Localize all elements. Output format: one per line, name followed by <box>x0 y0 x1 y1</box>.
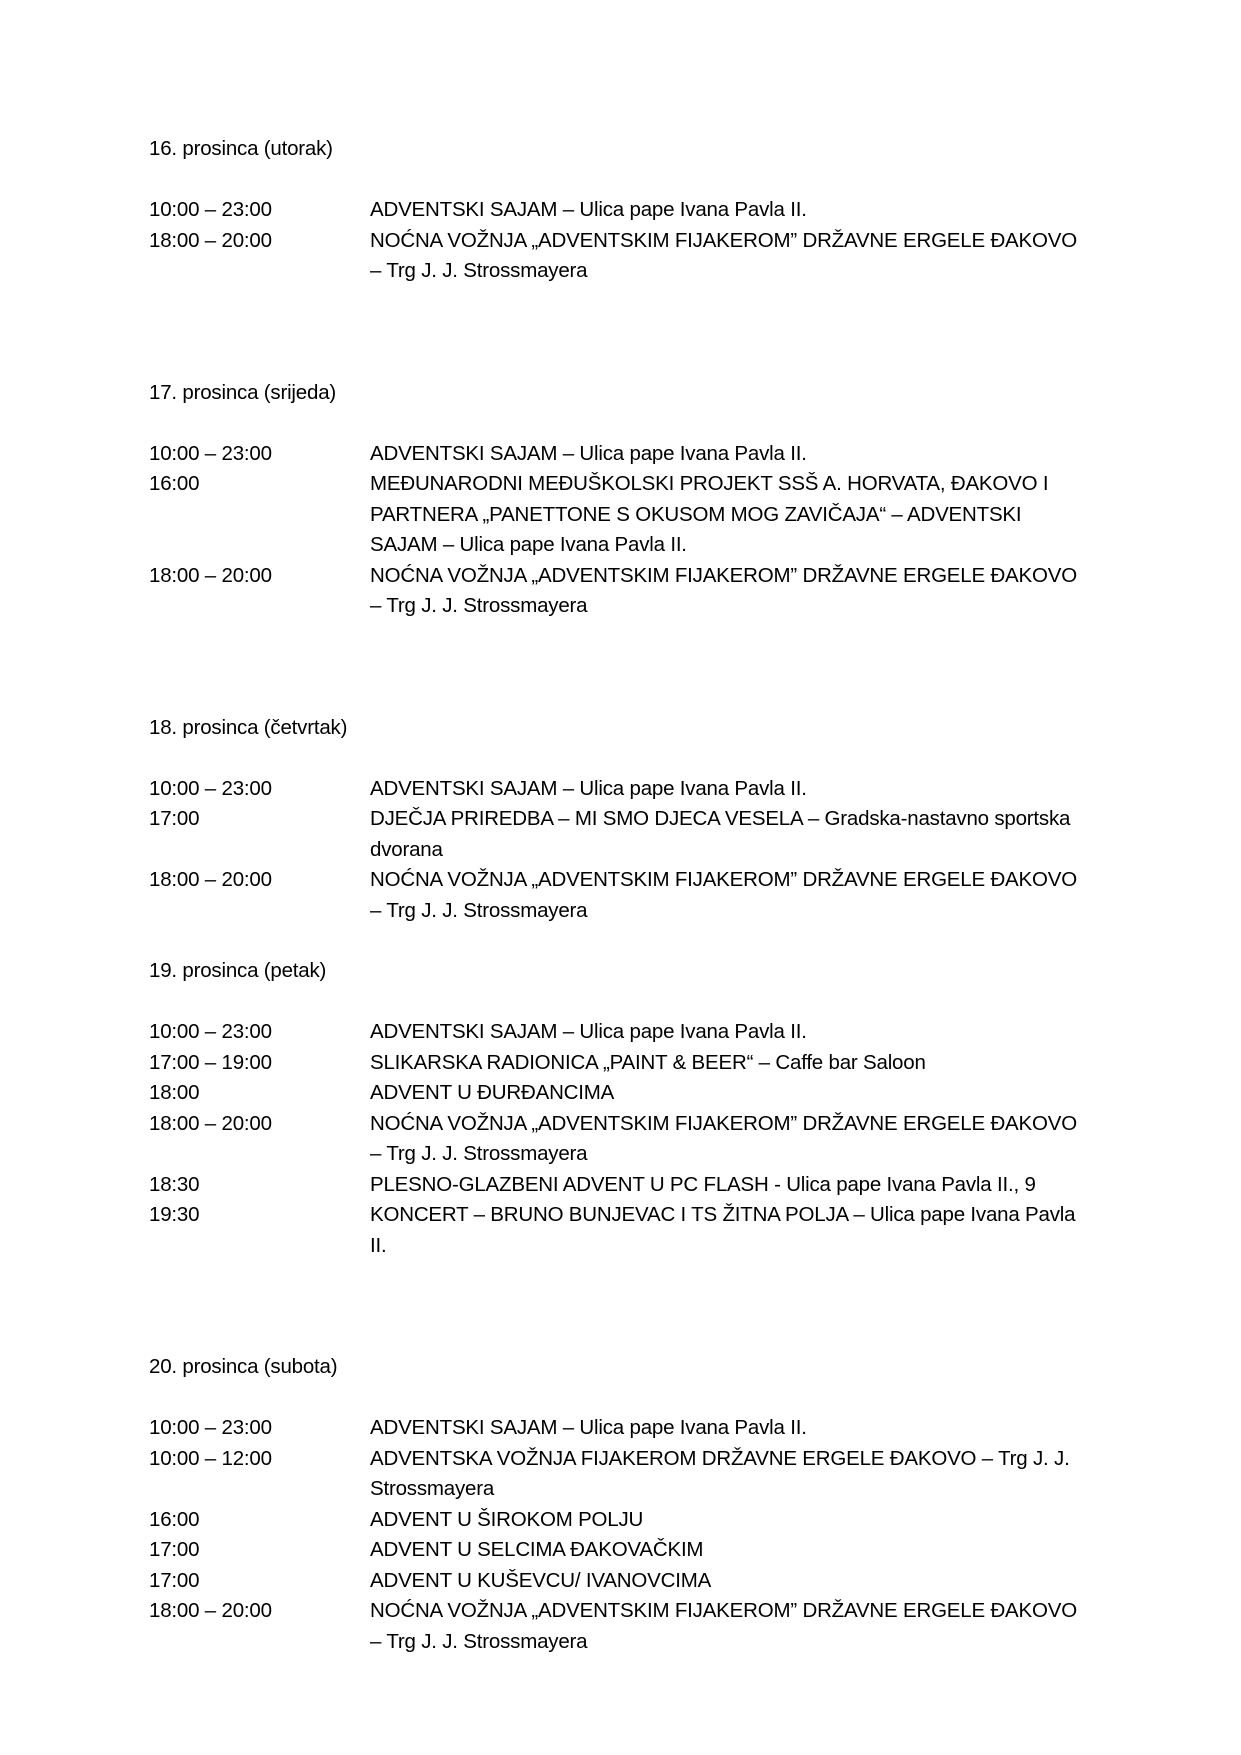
event-time: 17:00 – 19:00 <box>149 1050 272 1074</box>
event-description: SLIKARSKA RADIONICA „PAINT & BEER“ – Caffe bar Saloon <box>370 1050 926 1074</box>
day-section <box>149 713 1089 927</box>
event-time: 10:00 – 23:00 <box>149 1416 272 1439</box>
event-description: KONCERT – BRUNO BUNJEVAC I TS ŽITNA POLJA – Ulica pape Ivana Pavla II. <box>370 1203 1076 1257</box>
event-description: ADVENT U ĐURĐANCIMA <box>370 1081 615 1104</box>
event-description: NOĆNA VOŽNJA „ADVENTSKIM FIJAKEROM” DRŽAVNE ERGELE ĐAKOVO – Trg J. J. Strossmayera <box>370 228 1077 282</box>
event-row <box>149 1200 1089 1261</box>
event-row <box>149 1566 1089 1597</box>
event-description: ADVENTSKI SAJAM – Ulica pape Ivana Pavla II. <box>370 441 807 465</box>
day-section <box>149 378 1089 622</box>
event-time: 18:00 <box>149 1081 200 1104</box>
event-row <box>149 1048 1089 1079</box>
event-row <box>149 774 1089 805</box>
event-time: 18:00 – 20:00 <box>149 228 272 252</box>
event-description: NOĆNA VOŽNJA „ADVENTSKIM FIJAKEROM” DRŽAVNE ERGELE ĐAKOVO – Trg J. J. Strossmayera <box>370 563 1077 617</box>
day-section <box>149 1352 1089 1657</box>
event-row <box>149 195 1089 226</box>
event-description: ADVENT U ŠIROKOM POLJU <box>370 1507 644 1531</box>
day-heading: 20. prosinca (subota) <box>149 1355 338 1378</box>
event-time: 19:30 <box>149 1203 200 1226</box>
event-description: NOĆNA VOŽNJA „ADVENTSKIM FIJAKEROM” DRŽAVNE ERGELE ĐAKOVO – Trg J. J. Strossmayera <box>370 1599 1077 1653</box>
day-heading: 17. prosinca (srijeda) <box>149 380 337 404</box>
event-row <box>149 469 1089 561</box>
event-time: 10:00 – 23:00 <box>149 776 272 800</box>
event-row <box>149 1170 1089 1201</box>
event-row <box>149 1596 1089 1657</box>
event-description: ADVENT U KUŠEVCU/ IVANOVCIMA <box>370 1568 712 1592</box>
event-description: DJEČJA PRIREDBA – MI SMO DJECA VESELA – Gradska-nastavno sportska dvorana <box>370 807 1071 861</box>
event-description: NOĆNA VOŽNJA „ADVENTSKIM FIJAKEROM” DRŽAVNE ERGELE ĐAKOVO – Trg J. J. Strossmayera <box>370 1111 1077 1165</box>
day-section <box>149 134 1089 287</box>
event-time: 17:00 <box>149 1538 200 1561</box>
event-row <box>149 439 1089 470</box>
event-time: 16:00 <box>149 472 200 495</box>
event-time: 10:00 – 23:00 <box>149 198 272 221</box>
event-row <box>149 1505 1089 1536</box>
event-row <box>149 1413 1089 1444</box>
event-description: ADVENTSKI SAJAM – Ulica pape Ivana Pavla II. <box>370 1020 807 1043</box>
day-section <box>149 956 1089 1261</box>
event-description: NOĆNA VOŽNJA „ADVENTSKIM FIJAKEROM” DRŽAVNE ERGELE ĐAKOVO – Trg J. J. Strossmayera <box>370 868 1077 922</box>
event-row <box>149 1109 1089 1170</box>
event-row <box>149 1535 1089 1566</box>
event-row <box>149 1444 1089 1505</box>
event-description: ADVENTSKI SAJAM – Ulica pape Ivana Pavla II. <box>370 198 807 221</box>
event-description: ADVENTSKI SAJAM – Ulica pape Ivana Pavla II. <box>370 1416 807 1439</box>
event-row <box>149 561 1089 622</box>
event-row <box>149 865 1089 926</box>
event-time: 18:00 – 20:00 <box>149 868 272 891</box>
day-heading: 16. prosinca (utorak) <box>149 137 333 160</box>
event-time: 17:00 <box>149 1568 200 1592</box>
event-time: 18:00 – 20:00 <box>149 563 272 587</box>
event-description: ADVENTSKA VOŽNJA FIJAKEROM DRŽAVNE ERGELE ĐAKOVO – Trg J. J. Strossmayera <box>370 1446 1070 1500</box>
event-description: PLESNO-GLAZBENI ADVENT U PC FLASH - Ulica pape Ivana Pavla II., 9 <box>370 1172 1036 1196</box>
event-time: 18:30 <box>149 1172 200 1196</box>
schedule-page <box>149 134 1089 1657</box>
day-heading: 18. prosinca (četvrtak) <box>149 715 348 739</box>
event-time: 17:00 <box>149 807 200 830</box>
event-row <box>149 1017 1089 1048</box>
event-time: 10:00 – 23:00 <box>149 441 272 465</box>
event-time: 18:00 – 20:00 <box>149 1599 272 1622</box>
event-description: ADVENTSKI SAJAM – Ulica pape Ivana Pavla II. <box>370 776 807 800</box>
day-heading: 19. prosinca (petak) <box>149 959 327 982</box>
event-row <box>149 1078 1089 1109</box>
event-row <box>149 226 1089 287</box>
event-time: 10:00 – 12:00 <box>149 1446 272 1470</box>
event-time: 10:00 – 23:00 <box>149 1020 272 1043</box>
event-time: 16:00 <box>149 1507 200 1531</box>
event-time: 18:00 – 20:00 <box>149 1111 272 1135</box>
event-row <box>149 804 1089 865</box>
event-description: ADVENT U SELCIMA ĐAKOVAČKIM <box>370 1538 704 1561</box>
event-description: MEĐUNARODNI MEĐUŠKOLSKI PROJEKT SSŠ A. HORVATA, ĐAKOVO I PARTNERA „PANETTONE S OKUSOM MOG ZAVIČAJA“ – ADVENTSKI SAJAM – Ulica pape Ivana Pavla II. <box>370 472 1049 556</box>
